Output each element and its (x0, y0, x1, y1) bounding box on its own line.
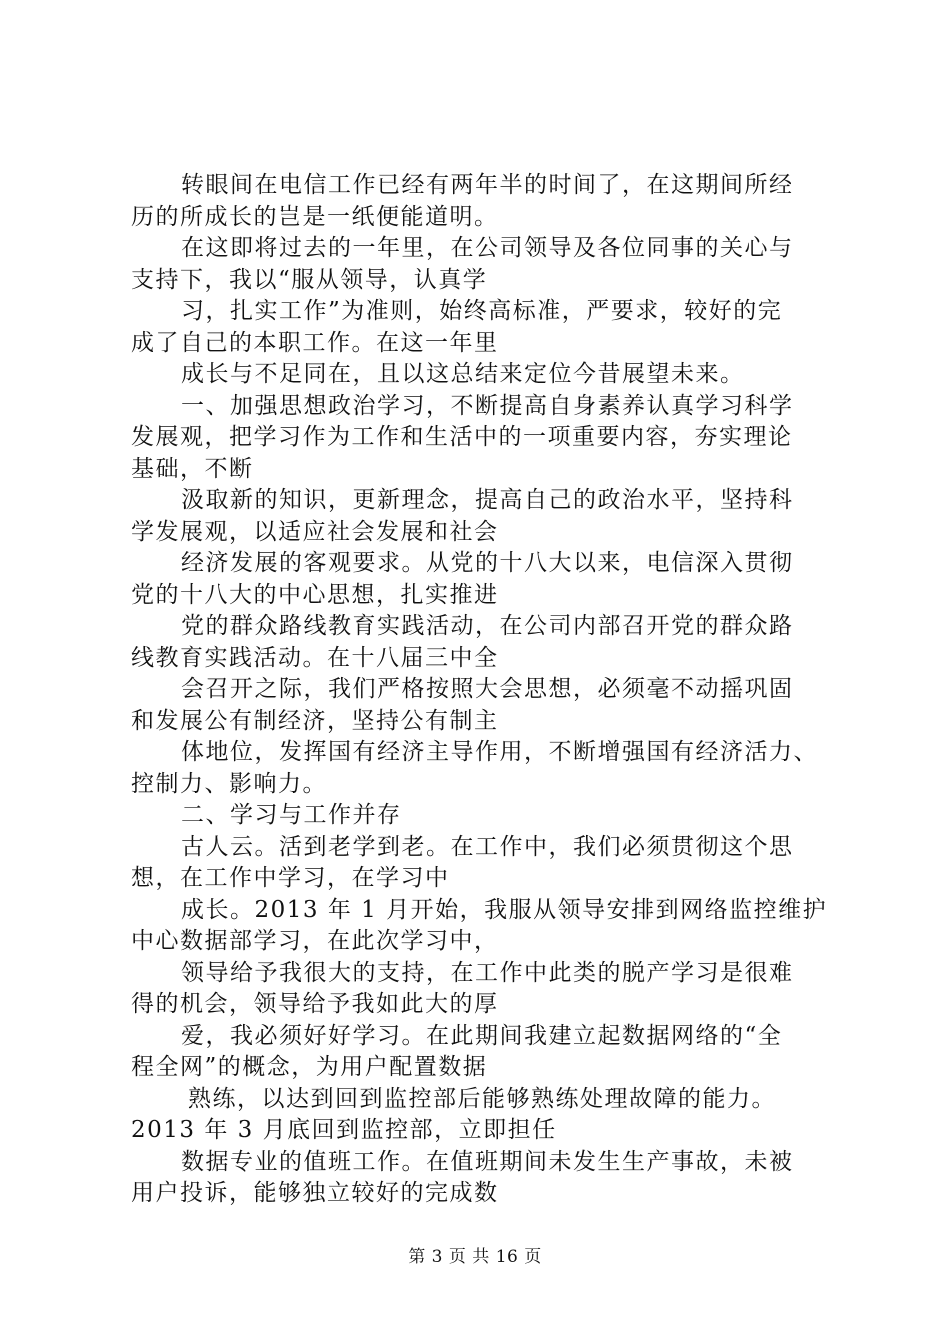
text-line: 用户投诉，能够独立较好的完成数 (131, 1180, 499, 1206)
text-line: 2013 年 3 月底回到监控部，立即担任 (131, 1117, 557, 1143)
text-line: 数据专业的值班工作。在值班期间未发生生产事故，未被 (181, 1148, 794, 1175)
text-line: 经济发展的客观要求。从党的十八大以来，电信深入贯彻 (181, 550, 794, 576)
text-line: 成长与不足同在，且以这总结来定位今昔展望未来。 (181, 361, 745, 387)
text-line: 中心数据部学习，在此次学习中， (131, 928, 499, 954)
text-line: 基础，不断 (131, 455, 254, 482)
text-line: 成长。2013 年 1 月开始，我服从领导安排到网络监控维护 (181, 896, 828, 923)
text-line: 成了自己的本职工作。在这一年里 (131, 329, 499, 356)
text-line: 历的所成长的岂是一纸便能道明。 (131, 203, 499, 230)
text-line: 程全网”的概念，为用户配置数据 (131, 1054, 488, 1080)
section-heading: 二、学习与工作并存 (181, 802, 402, 828)
text-line: 古人云。活到老学到老。在工作中，我们必须贯彻这个思 (181, 833, 794, 860)
text-line: 和发展公有制经济，坚持公有制主 (131, 707, 499, 734)
text-line: 一、加强思想政治学习，不断提高自身素养认真学习科学 (181, 392, 794, 419)
text-line: 想，在工作中学习，在学习中 (131, 865, 450, 891)
text-line: 领导给予我很大的支持，在工作中此类的脱产学习是很难 (181, 959, 794, 986)
text-line: 体地位，发挥国有经济主导作用，不断增强国有经济活力、 (181, 739, 818, 765)
text-line: 线教育实践活动。在十八届三中全 (131, 644, 499, 671)
text-line: 得的机会，领导给予我如此大的厚 (131, 991, 499, 1017)
text-line: 在这即将过去的一年里，在公司领导及各位同事的关心与 (181, 235, 794, 261)
text-line: 党的十八大的中心思想，扎实推进 (131, 581, 499, 608)
text-line: 转眼间在电信工作已经有两年半的时间了，在这期间所经 (181, 172, 794, 198)
text-line: 爱，我必须好好学习。在此期间我建立起数据网络的“全 (181, 1022, 783, 1049)
document-body (131, 170, 831, 1210)
text-line: 控制力、影响力。 (131, 770, 327, 797)
text-line: 发展观，把学习作为工作和生活中的一项重要内容，夯实理论 (131, 424, 793, 450)
text-line: 支持下，我以“服从领导，认真学 (131, 266, 488, 293)
page-number-footer: 第 3 页 共 16 页 (408, 1247, 542, 1267)
text-line: 党的群众路线教育实践活动，在公司内部召开党的群众路 (181, 613, 794, 639)
text-line: 会召开之际，我们严格按照大会思想，必须毫不动摇巩固 (181, 676, 794, 702)
text-line: 熟练，以达到回到监控部后能够熟练处理故障的能力。 (188, 1085, 776, 1112)
text-line: 习，扎实工作”为准则，始终高标准，严要求，较好的完 (181, 298, 783, 324)
text-line: 汲取新的知识，更新理念，提高自己的政治水平，坚持科 (181, 487, 794, 513)
text-line: 学发展观，以适应社会发展和社会 (131, 518, 499, 545)
